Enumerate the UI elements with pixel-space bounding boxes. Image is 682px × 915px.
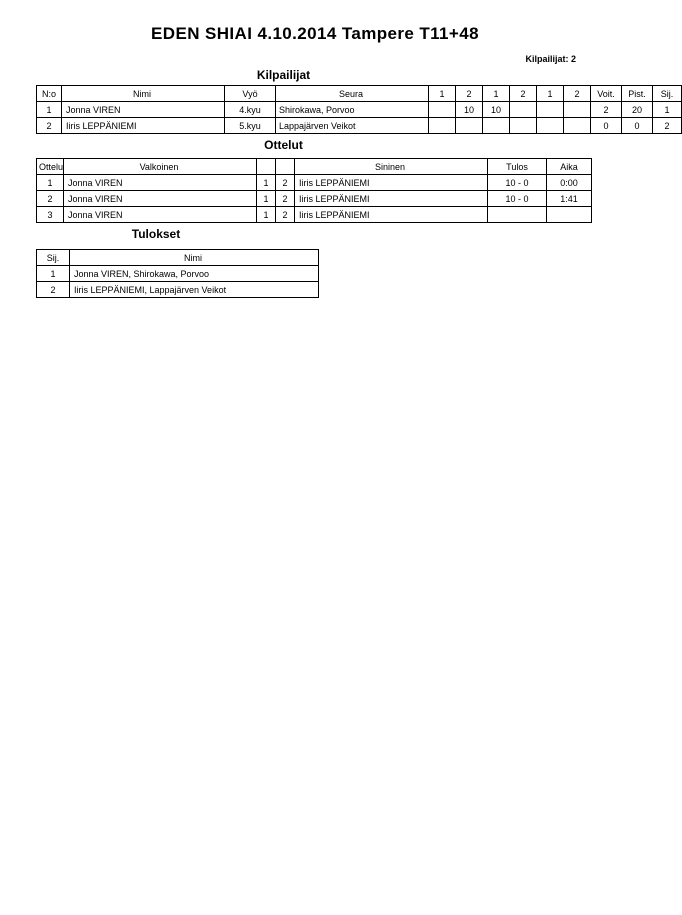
cell-result: 10 - 0 xyxy=(488,175,547,191)
col-point-3: 1 xyxy=(483,86,510,102)
table-row xyxy=(37,118,682,134)
cell-point-1 xyxy=(429,102,456,118)
col-match-no: Ottelu xyxy=(37,159,64,175)
cell-result xyxy=(488,207,547,223)
col-rank: Sij. xyxy=(653,86,682,102)
cell-point-3 xyxy=(483,118,510,134)
col-result-name: Nimi xyxy=(70,250,319,266)
competitors-heading: Kilpailijat xyxy=(256,68,311,82)
table-header-row xyxy=(37,250,319,266)
page-title: EDEN SHIAI 4.10.2014 Tampere T11+48 xyxy=(151,24,479,43)
matches-block xyxy=(36,158,630,223)
table-header-row xyxy=(37,86,682,102)
cell-score: 0 xyxy=(622,118,653,134)
cell-point-4 xyxy=(510,118,537,134)
col-result: Tulos xyxy=(488,159,547,175)
cell-match-no: 1 xyxy=(37,175,64,191)
col-wins: Voit. xyxy=(591,86,622,102)
cell-blue: Iiris LEPPÄNIEMI xyxy=(295,207,488,223)
matches-heading: Ottelut xyxy=(264,138,303,152)
cell-belt: 4.kyu xyxy=(225,102,276,118)
matches-table xyxy=(36,158,592,223)
table-row xyxy=(37,191,592,207)
cell-point-2 xyxy=(456,118,483,134)
col-point-4: 2 xyxy=(510,86,537,102)
cell-time: 0:00 xyxy=(547,175,592,191)
cell-white: Jonna VIREN xyxy=(64,207,257,223)
cell-wins: 0 xyxy=(591,118,622,134)
cell-belt: 5.kyu xyxy=(225,118,276,134)
cell-point-5 xyxy=(537,102,564,118)
cell-no: 2 xyxy=(37,118,62,134)
table-row xyxy=(37,282,319,298)
cell-point-1 xyxy=(429,118,456,134)
cell-result: 10 - 0 xyxy=(488,191,547,207)
cell-result-rank: 2 xyxy=(37,282,70,298)
cell-point-5 xyxy=(537,118,564,134)
cell-club: Shirokawa, Porvoo xyxy=(276,102,429,118)
cell-no: 1 xyxy=(37,102,62,118)
col-club: Seura xyxy=(276,86,429,102)
cell-white: Jonna VIREN xyxy=(64,191,257,207)
cell-blue: Iiris LEPPÄNIEMI xyxy=(295,175,488,191)
cell-wins: 2 xyxy=(591,102,622,118)
cell-point-4 xyxy=(510,102,537,118)
cell-match-no: 3 xyxy=(37,207,64,223)
cell-point-2: 10 xyxy=(456,102,483,118)
col-slot-1 xyxy=(257,159,276,175)
col-result-rank: Sij. xyxy=(37,250,70,266)
cell-slot-2: 2 xyxy=(276,207,295,223)
competitors-table xyxy=(36,85,682,134)
cell-point-6 xyxy=(564,102,591,118)
col-blue: Sininen xyxy=(295,159,488,175)
cell-slot-2: 2 xyxy=(276,191,295,207)
results-block xyxy=(36,249,630,298)
col-score: Pist. xyxy=(622,86,653,102)
cell-club: Lappajärven Veikot xyxy=(276,118,429,134)
cell-result-name: Jonna VIREN, Shirokawa, Porvoo xyxy=(70,266,319,282)
table-row xyxy=(37,266,319,282)
col-no: N:o xyxy=(37,86,62,102)
cell-match-no: 2 xyxy=(37,191,64,207)
cell-name: Jonna VIREN xyxy=(62,102,225,118)
cell-slot-2: 2 xyxy=(276,175,295,191)
cell-score: 20 xyxy=(622,102,653,118)
col-belt: Vyö xyxy=(225,86,276,102)
table-row xyxy=(37,207,592,223)
table-row xyxy=(37,102,682,118)
col-name: Nimi xyxy=(62,86,225,102)
cell-name: Iiris LEPPÄNIEMI xyxy=(62,118,225,134)
results-table xyxy=(36,249,319,298)
col-slot-2 xyxy=(276,159,295,175)
cell-slot-1: 1 xyxy=(257,207,276,223)
document-page xyxy=(0,24,674,915)
col-point-5: 1 xyxy=(537,86,564,102)
competitor-count: Kilpailijat: 2 xyxy=(525,54,576,64)
cell-time xyxy=(547,207,592,223)
cell-point-6 xyxy=(564,118,591,134)
cell-result-rank: 1 xyxy=(37,266,70,282)
col-white: Valkoinen xyxy=(64,159,257,175)
cell-point-3: 10 xyxy=(483,102,510,118)
cell-rank: 1 xyxy=(653,102,682,118)
table-row xyxy=(37,175,592,191)
cell-blue: Iiris LEPPÄNIEMI xyxy=(295,191,488,207)
col-time: Aika xyxy=(547,159,592,175)
cell-slot-1: 1 xyxy=(257,175,276,191)
cell-time: 1:41 xyxy=(547,191,592,207)
col-point-2: 2 xyxy=(456,86,483,102)
table-header-row xyxy=(37,159,592,175)
cell-result-name: Iiris LEPPÄNIEMI, Lappajärven Veikot xyxy=(70,282,319,298)
cell-slot-1: 1 xyxy=(257,191,276,207)
cell-rank: 2 xyxy=(653,118,682,134)
competitors-block xyxy=(36,85,674,134)
cell-white: Jonna VIREN xyxy=(64,175,257,191)
col-point-6: 2 xyxy=(564,86,591,102)
results-heading: Tulokset xyxy=(131,227,181,241)
col-point-1: 1 xyxy=(429,86,456,102)
